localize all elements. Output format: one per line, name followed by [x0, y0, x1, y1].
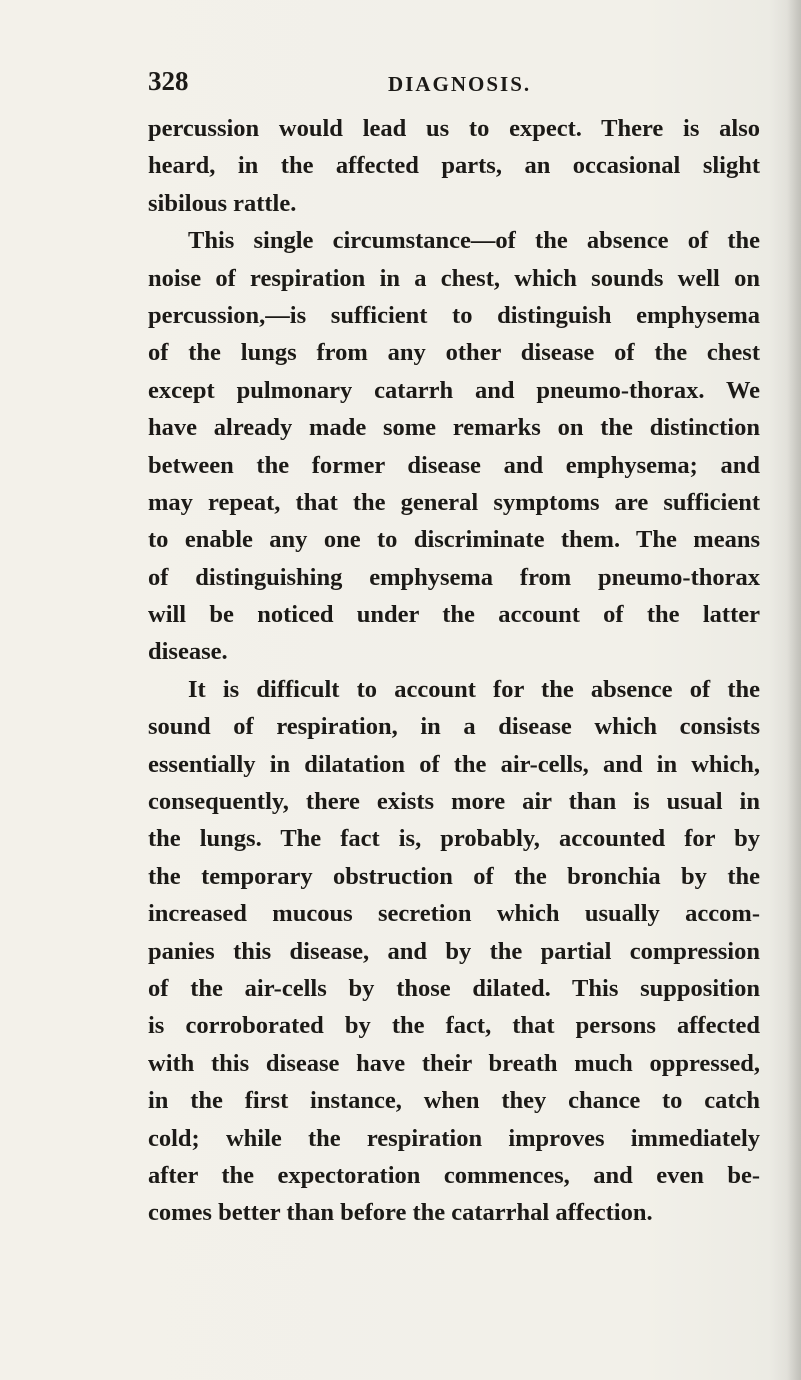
text-line: with this disease have their breath much oppressed,	[148, 1049, 760, 1077]
text-line: the temporary obstruction of the bronchia by the	[148, 862, 760, 890]
text-line: except pulmonary catarrh and pneumo-thorax. We	[148, 376, 760, 404]
text-line: comes better than before the catarrhal affection.	[148, 1199, 653, 1227]
text-line: It is difficult to account for the absence of the	[188, 675, 760, 703]
running-head: DIAGNOSIS.	[388, 72, 532, 96]
text-line: of distinguishing emphysema from pneumo-thorax	[148, 563, 760, 591]
text-line: to enable any one to discriminate them. The means	[148, 526, 760, 554]
text-line: cold; while the respiration improves immediately	[148, 1124, 760, 1152]
text-line: have already made some remarks on the distinction	[148, 414, 760, 442]
text-line: of the air-cells by those dilated. This supposition	[148, 974, 760, 1002]
text-line: disease.	[148, 638, 228, 666]
page-number: 328	[148, 66, 189, 96]
text-line: percussion,—is sufficient to distinguish emphysema	[148, 301, 760, 329]
body-text	[148, 110, 760, 1232]
text-line: sound of respiration, in a disease which consists	[148, 713, 760, 741]
page-edge-shadow	[787, 0, 801, 1380]
text-line: percussion would lead us to expect. There is also	[148, 115, 760, 142]
text-line: will be noticed under the account of the latter	[148, 601, 760, 629]
text-line: the lungs. The fact is, probably, accounted for by	[148, 825, 760, 853]
text-line: may repeat, that the general symptoms are sufficient	[148, 488, 760, 516]
text-line: after the expectoration commences, and even be-	[148, 1161, 760, 1189]
text-line: between the former disease and emphysema; and	[148, 451, 760, 479]
text-line: increased mucous secretion which usually accom-	[148, 900, 760, 928]
text-line: This single circumstance—of the absence of the	[188, 227, 760, 255]
page-header	[148, 66, 568, 106]
text-line: sibilous rattle.	[148, 189, 297, 217]
text-line: consequently, there exists more air than is usual in	[148, 788, 760, 816]
text-line: in the first instance, when they chance to catch	[148, 1087, 760, 1115]
text-line: noise of respiration in a chest, which sounds well on	[148, 264, 760, 292]
text-line: is corroborated by the fact, that persons affected	[148, 1012, 760, 1040]
text-line: essentially in dilatation of the air-cells, and in which,	[148, 750, 760, 778]
text-line: panies this disease, and by the partial compression	[148, 937, 760, 965]
text-line: of the lungs from any other disease of the chest	[148, 339, 760, 367]
text-line: heard, in the affected parts, an occasional slight	[148, 152, 760, 180]
